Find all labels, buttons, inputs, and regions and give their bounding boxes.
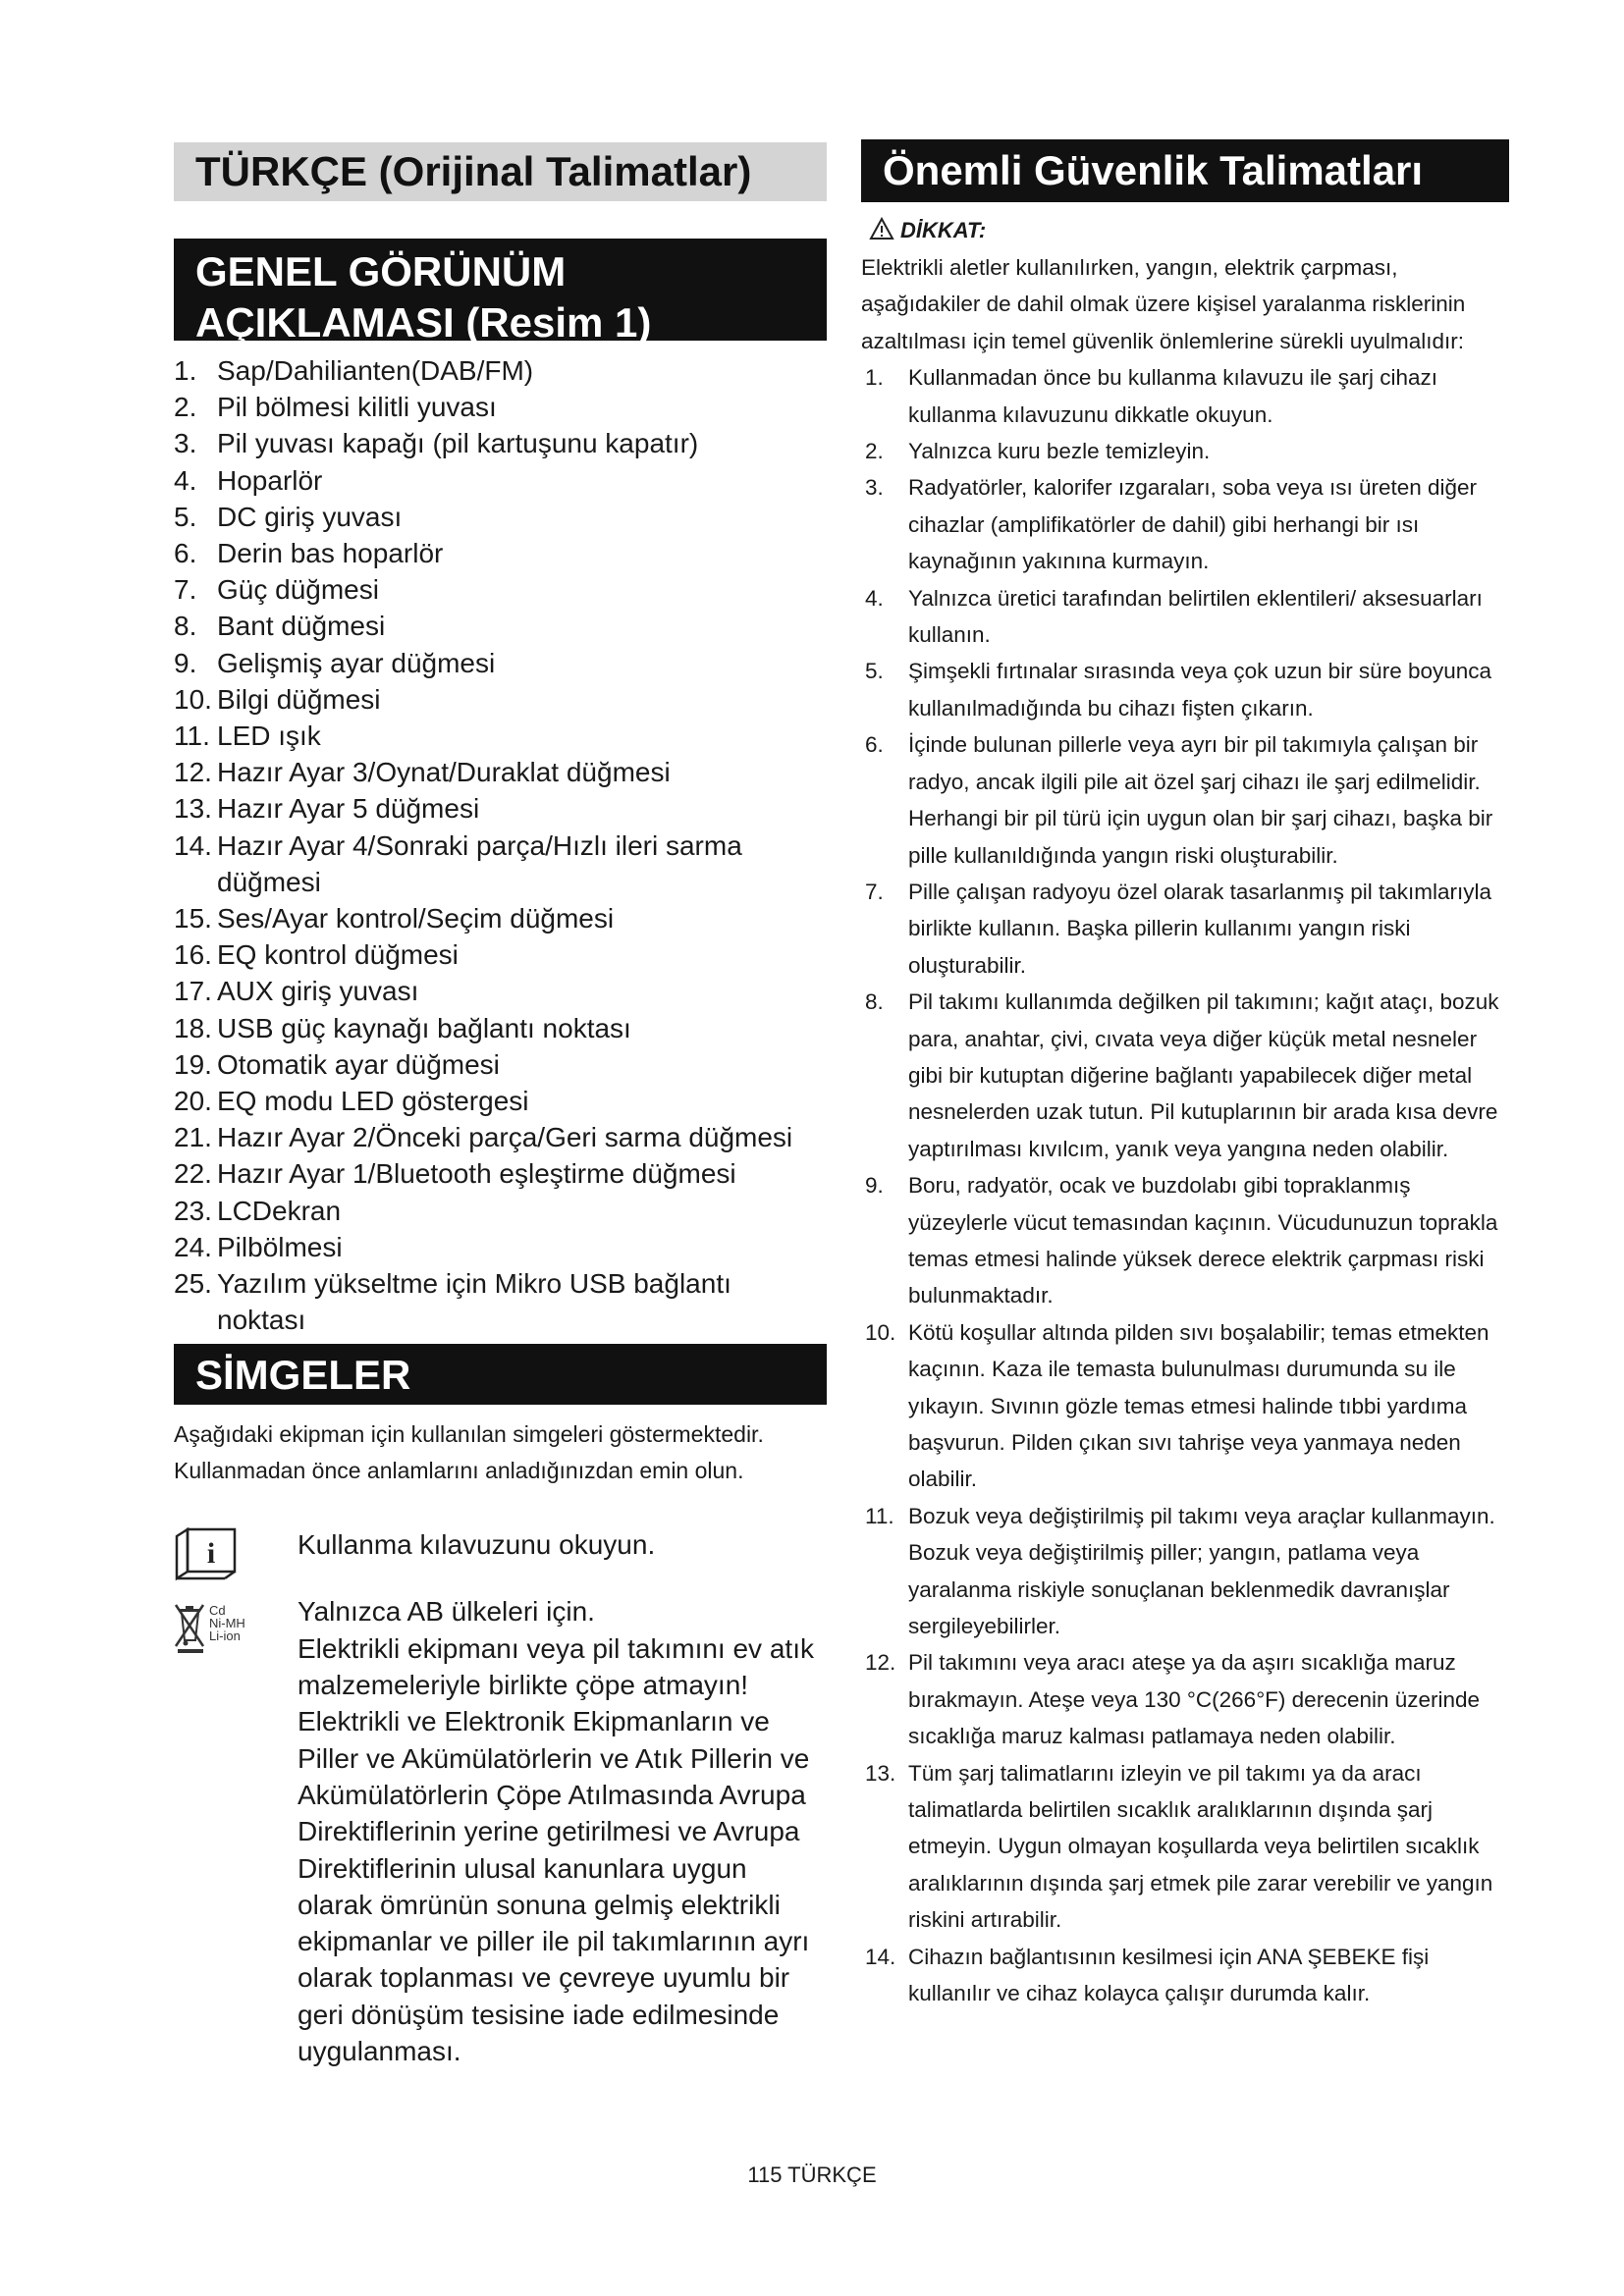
- safety-item: [861, 469, 1509, 579]
- part-item-number: 13.: [174, 793, 212, 825]
- part-item: [174, 1155, 827, 1192]
- part-item-text: AUX giriş yuvası: [217, 976, 419, 1007]
- safety-item-text: Yalnızca kuru bezle temizleyin.: [908, 439, 1211, 464]
- safety-list: [861, 359, 1509, 2011]
- safety-item-number: 1.: [865, 365, 884, 391]
- symbols-title: SİMGELER: [174, 1344, 827, 1405]
- part-item-number: 15.: [174, 903, 212, 934]
- part-item-number: 10.: [174, 683, 212, 715]
- page-footer: 115 TÜRKÇE: [747, 2163, 877, 2187]
- part-item-text: Güç düğmesi: [217, 574, 379, 606]
- safety-item-text: Pille çalışan radyoyu özel olarak tasarlanmış pil takımlarıyla birlikte kullanın. Başka pillerin kullanımı yangın riski oluşturabilir.: [908, 879, 1491, 978]
- safety-item-text: Şimşekli fırtınalar sırasında veya çok uzun bir süre boyunca kullanılmadığında bu cihazı fişten çıkarın.: [908, 659, 1492, 721]
- part-item: [174, 718, 827, 754]
- part-item: [174, 1083, 827, 1119]
- safety-item-text: Kötü koşullar altında pilden sıvı boşalabilir; temas etmekten kaçının. Kaza ile temasta bulunulması durumunda su ile yıkayın. Sıvının gözle temas etmesi halinde tıbbi yardıma başvurun. Pilden çıkan sıvı tahrişe veya yanmaya neden olabilir.: [908, 1319, 1489, 1492]
- warning-label: DİKKAT:: [900, 218, 987, 242]
- parts-list: [174, 352, 827, 1338]
- safety-item-number: 11.: [865, 1503, 894, 1528]
- part-item: [174, 1265, 827, 1338]
- part-item-text: Hazır Ayar 2/Önceki parça/Geri sarma düğmesi: [217, 1122, 793, 1153]
- part-item-text: Ses/Ayar kontrol/Seçim düğmesi: [217, 903, 615, 934]
- safety-item-text: Pil takımı kullanımda değilken pil takımını; kağıt ataçı, bozuk para, anahtar, çivi, cıvata veya diğer küçük metal nesneler gibi bir kutuptan diğerine bağlantı yapabilecek diğer metal nesnelerden uzak tutun. Pil kutuplarının bir arada kısa devre yaptırılması kıvılcım, yanık veya yangına neden olabilir.: [908, 989, 1499, 1161]
- part-item-number: 17.: [174, 976, 212, 1007]
- part-item: [174, 645, 827, 681]
- overview-title: [174, 239, 827, 346]
- safety-item-number: 12.: [865, 1650, 896, 1676]
- safety-item-text: Boru, radyatör, ocak ve buzdolabı gibi topraklanmış yüzeylerle vücut temasından kaçının. Vücudunuzun toprakla temas etmesi halinde yüksek derece elektrik çarpması riski bulunmaktadır.: [908, 1173, 1498, 1308]
- symbol-weee-head: Yalnızca AB ülkeleri için.: [298, 1596, 595, 1628]
- symbols-intro: Aşağıdaki ekipman için kullanılan simgeleri göstermektedir. Kullanmadan önce anlamlarını anladığınızdan emin olun.: [174, 1421, 764, 1484]
- part-item: [174, 1046, 827, 1083]
- safety-item: [861, 726, 1509, 874]
- part-item-text: Hazır Ayar 3/Oynat/Duraklat düğmesi: [217, 757, 671, 788]
- safety-item: [861, 1644, 1509, 1754]
- weee-label-cd: Cd: [209, 1603, 226, 1619]
- part-item: [174, 462, 827, 499]
- part-item-text: Gelişmiş ayar düğmesi: [217, 647, 496, 678]
- part-item-number: 18.: [174, 1012, 212, 1043]
- part-item-text: Hazır Ayar 1/Bluetooth eşleştirme düğmesi: [217, 1158, 736, 1190]
- weee-label-liion: Li-ion: [209, 1629, 241, 1644]
- safety-item-number: 13.: [865, 1760, 896, 1786]
- part-item-number: 24.: [174, 1231, 212, 1262]
- part-item-number: 21.: [174, 1122, 212, 1153]
- safety-item-number: 7.: [865, 879, 884, 904]
- part-item-text: Bant düğmesi: [217, 611, 386, 642]
- crossed-bin-icon: [174, 1597, 248, 1656]
- symbol-weee-row: [174, 1593, 827, 2069]
- safety-item: [861, 580, 1509, 654]
- part-item-text: LCDekran: [217, 1195, 342, 1226]
- safety-item: [861, 874, 1509, 984]
- part-item-number: 16.: [174, 939, 212, 971]
- part-item-number: 2.: [174, 392, 197, 423]
- warning-text: Elektrikli aletler kullanılırken, yangın, elektrik çarpması, aşağıdakiler de dahil olmak üzere kişisel yaralanma risklerinin azaltılması için temel güvenlik önlemlerine sürekli uyulmalıdır:: [861, 255, 1466, 353]
- safety-item: [861, 433, 1509, 469]
- safety-item: [861, 1314, 1509, 1498]
- warning-triangle-icon: [869, 217, 894, 240]
- part-item: [174, 900, 827, 936]
- part-item-text: Bilgi düğmesi: [217, 683, 381, 715]
- part-item-number: 22.: [174, 1158, 212, 1190]
- part-item-number: 23.: [174, 1195, 212, 1226]
- part-item-number: 11.: [174, 721, 210, 752]
- safety-item-text: Yalnızca üretici tarafından belirtilen eklentileri/ aksesuarları kullanın.: [908, 585, 1483, 648]
- part-item-number: 25.: [174, 1268, 212, 1300]
- left-column: [174, 142, 827, 2069]
- safety-item-text: Bozuk veya değiştirilmiş pil takımı veya araçlar kullanmayın. Bozuk veya değiştirilmiş piller; yangın, patlama veya yaralanma riskiyle sonuçlanan beklenmedik davranışlar sergileyebilirler.: [908, 1503, 1495, 1639]
- part-item: [174, 790, 827, 827]
- part-item-number: 8.: [174, 611, 197, 642]
- part-item: [174, 425, 827, 461]
- safety-item: [861, 1498, 1509, 1645]
- safety-title: Önemli Güvenlik Talimatları: [861, 139, 1509, 202]
- weee-label-nimh: Ni-MH: [209, 1616, 245, 1631]
- part-item-number: 3.: [174, 428, 197, 459]
- part-item: [174, 535, 827, 571]
- part-item-number: 7.: [174, 574, 197, 606]
- part-item-text: LED ışık: [217, 721, 321, 752]
- safety-item-number: 6.: [865, 732, 884, 758]
- safety-item-number: 4.: [865, 585, 884, 611]
- part-item-number: 9.: [174, 647, 197, 678]
- part-item-text: Hazır Ayar 4/Sonraki parça/Hızlı ileri sarma düğmesi: [217, 829, 742, 897]
- safety-item-text: Tüm şarj talimatlarını izleyin ve pil takımı ya da aracı talimatlarda belirtilen sıcaklık aralıklarının dışında şarj etmeyin. Uygun olmayan koşullarda veya belirtilen sıcaklık aralıklarının dışında şarj etmek pile zarar verebilir ve yangın riskini artırabilir.: [908, 1760, 1493, 1933]
- symbol-manual-text: Kullanma kılavuzunu okuyun.: [298, 1529, 656, 1561]
- doc-title: TÜRKÇE (Orijinal Talimatlar): [174, 142, 827, 201]
- part-item-text: Pil bölmesi kilitli yuvası: [217, 392, 497, 423]
- part-item-number: 5.: [174, 501, 197, 532]
- part-item-number: 20.: [174, 1086, 212, 1117]
- part-item-text: USB güç kaynağı bağlantı noktası: [217, 1012, 631, 1043]
- safety-item-text: Cihazın bağlantısının kesilmesi için ANA ŞEBEKE fişi kullanılır ve cihaz kolayca çalışır durumda kalır.: [908, 1944, 1430, 2006]
- overview-title-line1: GENEL GÖRÜNÜM: [195, 248, 567, 294]
- part-item: [174, 828, 827, 900]
- part-item-number: 4.: [174, 464, 197, 496]
- part-item: [174, 1119, 827, 1155]
- safety-item-text: İçinde bulunan pillerle veya ayrı bir pil takımıyla çalışan bir radyo, ancak ilgili pile ait özel şarj cihazı ile şarj edilmelidir. Herhangi bir pil türü için uygun olan bir şarj cihazı, başka bir pille kullanıldığında yangın riski oluşturabilir.: [908, 732, 1493, 868]
- part-item-text: Derin bas hoparlör: [217, 538, 444, 569]
- overview-title-line2: AÇIKLAMASI (Resim 1): [195, 299, 652, 346]
- part-item: [174, 499, 827, 535]
- part-item-text: Sap/Dahilianten(DAB/FM): [217, 355, 534, 386]
- part-item-text: Pil yuvası kapağı (pil kartuşunu kapatır): [217, 428, 699, 459]
- part-item-number: 12.: [174, 757, 212, 788]
- part-item-number: 1.: [174, 355, 197, 386]
- safety-item-text: Kullanmadan önce bu kullanma kılavuzu ile şarj cihazı kullanma kılavuzunu dikkatle okuyun.: [908, 365, 1438, 427]
- safety-item: [861, 984, 1509, 1167]
- safety-item-text: Pil takımını veya aracı ateşe ya da aşırı sıcaklığa maruz bırakmayın. Ateşe veya 130 °C(266°F) derecenin üzerinde sıcaklığa maruz kalması patlamaya neden olabilir.: [908, 1650, 1481, 1749]
- part-item-number: 6.: [174, 538, 197, 569]
- safety-item-number: 5.: [865, 659, 884, 684]
- symbol-weee-text: Elektrikli ekipmanı veya pil takımını ev atık malzemeleriyle birlikte çöpe atmayın! Elektrikli ve Elektronik Ekipmanların ve Piller ve Akümülatörlerin ve Atık Pillerin ve Akümülatörlerin Çöpe Atılmasında Avrupa Direktiflerinin yerine getirilmesi ve Avrupa Direktiflerinin ulusal kanunlara uygun olarak ömrünün sonuna gelmiş elektrikli ekipmanlar ve piller ile pil takımlarının ayrı olarak toplanması ve çevreye uyumlu bir geri dönüşüm tesisine iade edilmesinde uygulanması.: [298, 1632, 814, 2067]
- part-item-text: Otomatik ayar düğmesi: [217, 1048, 500, 1080]
- part-item-text: Yazılım yükseltme için Mikro USB bağlantı noktası: [217, 1268, 731, 1336]
- safety-item-number: 9.: [865, 1173, 884, 1199]
- part-item-text: EQ kontrol düğmesi: [217, 939, 459, 971]
- part-item: [174, 754, 827, 790]
- part-item-text: Hoparlör: [217, 464, 323, 496]
- part-item: [174, 1193, 827, 1229]
- safety-item-number: 3.: [865, 475, 884, 501]
- part-item-number: 14.: [174, 829, 212, 861]
- safety-item: [861, 1755, 1509, 1939]
- part-item: [174, 936, 827, 973]
- part-item: [174, 352, 827, 389]
- part-item: [174, 973, 827, 1009]
- safety-item: [861, 653, 1509, 726]
- safety-item-number: 8.: [865, 989, 884, 1015]
- part-item-text: Pilbölmesi: [217, 1231, 343, 1262]
- part-item: [174, 608, 827, 644]
- safety-item: [861, 359, 1509, 433]
- read-manual-icon: [174, 1526, 239, 1581]
- safety-item: [861, 1939, 1509, 2012]
- part-item-text: DC giriş yuvası: [217, 501, 403, 532]
- safety-item-number: 10.: [865, 1319, 896, 1345]
- part-item-text: EQ modu LED göstergesi: [217, 1086, 529, 1117]
- safety-item-number: 2.: [865, 439, 884, 464]
- part-item: [174, 1229, 827, 1265]
- safety-item-number: 14.: [865, 1944, 896, 1969]
- part-item-number: 19.: [174, 1048, 212, 1080]
- warning-heading: [861, 216, 1509, 245]
- manual-icon-letter: i: [206, 1537, 216, 1571]
- part-item: [174, 681, 827, 718]
- symbol-manual-row: [174, 1526, 827, 1585]
- safety-item: [861, 1167, 1509, 1314]
- right-column: [861, 139, 1509, 2012]
- safety-item-text: Radyatörler, kalorifer ızgaraları, soba veya ısı üreten diğer cihazlar (amplifikatörler de dahil) gibi herhangi bir ısı kaynağının yakınına kurmayın.: [908, 475, 1478, 574]
- part-item-text: Hazır Ayar 5 düğmesi: [217, 793, 480, 825]
- part-item: [174, 571, 827, 608]
- part-item: [174, 1010, 827, 1046]
- part-item: [174, 389, 827, 425]
